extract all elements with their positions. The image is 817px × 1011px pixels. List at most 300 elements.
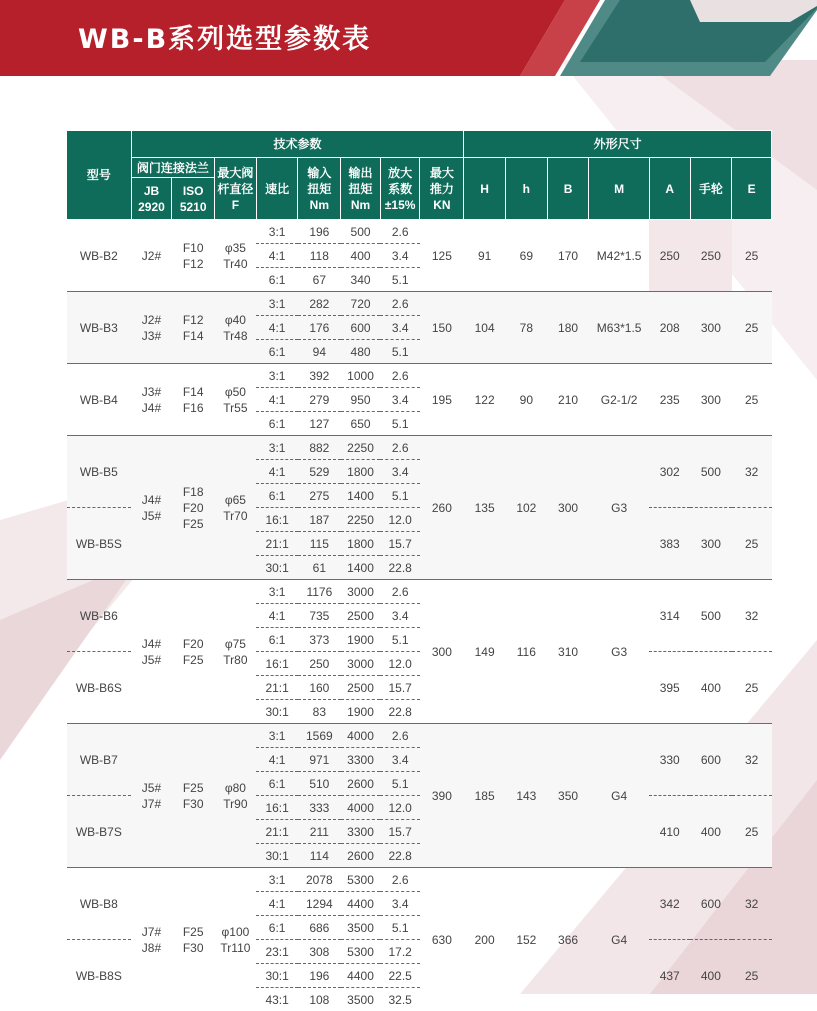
handwheel-size: 300 — [690, 508, 732, 580]
max-stem-diameter — [215, 436, 257, 580]
ratio: 3:1 — [256, 436, 298, 460]
cell-line: J4# — [142, 637, 161, 651]
dim-B: 170 — [547, 220, 589, 292]
input-torque: 127 — [298, 412, 341, 436]
ratio: 21:1 — [256, 676, 298, 700]
table-row — [67, 868, 772, 892]
ratio: 6:1 — [256, 484, 298, 508]
ratio: 6:1 — [256, 916, 298, 940]
cell-line: φ50 — [225, 385, 246, 399]
flange-header: 阀门连接法兰 — [131, 158, 214, 178]
cell-line: J8# — [142, 941, 161, 955]
cell-line: F30 — [183, 797, 204, 811]
max-thrust: 260 — [420, 436, 464, 580]
input-torque: 61 — [298, 556, 341, 580]
handwheel-size: 250 — [690, 220, 732, 292]
amplification: 22.8 — [380, 700, 420, 724]
table-header — [67, 131, 772, 220]
cell-line: F14 — [183, 385, 204, 399]
dim-E: 32 — [732, 436, 772, 508]
amplification-header: 放大 系数 ±15% — [380, 158, 420, 220]
output-torque: 600 — [341, 316, 381, 340]
output-torque: 2500 — [341, 604, 381, 628]
tech-params-header: 技术参数 — [131, 131, 464, 158]
max-stem-diameter — [215, 220, 257, 292]
dim-M: G3 — [589, 436, 649, 580]
input-torque: 1569 — [298, 724, 341, 748]
cell-line: F16 — [183, 401, 204, 415]
cell-line: φ35 — [225, 241, 246, 255]
dim-H: 91 — [464, 220, 506, 292]
input-torque: 333 — [298, 796, 341, 820]
model-name: WB-B7 — [67, 724, 132, 796]
jb-flange — [131, 580, 172, 724]
input-torque: 735 — [298, 604, 341, 628]
cell-line: J2# — [142, 313, 161, 327]
amplification: 2.6 — [380, 292, 420, 316]
cell-line: Tr55 — [223, 401, 247, 415]
ratio: 30:1 — [256, 700, 298, 724]
dim-B: 366 — [547, 868, 589, 1011]
output-torque: 2500 — [341, 676, 381, 700]
dim-M: G4 — [589, 724, 649, 868]
table-row — [67, 220, 772, 244]
max-stem-diameter — [215, 724, 257, 868]
ratio: 3:1 — [256, 364, 298, 388]
dim-B: 180 — [547, 292, 589, 364]
input-torque: 510 — [298, 772, 341, 796]
model-name: WB-B3 — [67, 292, 132, 364]
model-name: WB-B7S — [67, 796, 132, 868]
max-thrust: 195 — [420, 364, 464, 436]
output-torque: 500 — [341, 220, 381, 244]
ratio: 30:1 — [256, 844, 298, 868]
amplification: 15.7 — [380, 532, 420, 556]
cell-line: φ65 — [225, 493, 246, 507]
output-torque: 5300 — [341, 940, 381, 964]
dim-B: 350 — [547, 724, 589, 868]
amplification: 5.1 — [380, 412, 420, 436]
dim-H: 149 — [464, 580, 506, 724]
input-torque: 196 — [298, 220, 341, 244]
model-name: WB-B8 — [67, 868, 132, 940]
ratio: 30:1 — [256, 556, 298, 580]
cell-line: Tr90 — [223, 797, 247, 811]
cell-line: Tr80 — [223, 653, 247, 667]
input-torque: 67 — [298, 268, 341, 292]
output-torque: 3300 — [341, 748, 381, 772]
table-row — [67, 724, 772, 748]
handwheel-size: 500 — [690, 580, 732, 652]
dim-E: 32 — [732, 868, 772, 940]
output-torque: 4400 — [341, 892, 381, 916]
A-header: A — [649, 158, 690, 220]
output-torque: 3000 — [341, 580, 381, 604]
dim-h: 78 — [505, 292, 547, 364]
output-torque: 1900 — [341, 700, 381, 724]
cell-line: F20 — [183, 501, 204, 515]
dim-H: 104 — [464, 292, 506, 364]
outline-dims-header: 外形尺寸 — [464, 131, 772, 158]
amplification: 3.4 — [380, 316, 420, 340]
amplification: 5.1 — [380, 772, 420, 796]
amplification: 17.2 — [380, 940, 420, 964]
table-body — [67, 220, 772, 1011]
ratio: 4:1 — [256, 748, 298, 772]
ratio: 4:1 — [256, 388, 298, 412]
jb-flange — [131, 220, 172, 292]
dim-A: 250 — [649, 220, 690, 292]
output-torque-header: 输出 扭矩 Nm — [341, 158, 381, 220]
amplification: 2.6 — [380, 364, 420, 388]
input-torque: 196 — [298, 964, 341, 988]
ratio: 30:1 — [256, 964, 298, 988]
model-name: WB-B5 — [67, 436, 132, 508]
handwheel-size: 400 — [690, 940, 732, 1011]
ratio: 3:1 — [256, 580, 298, 604]
cell-line: F25 — [183, 653, 204, 667]
page-title: WB-B系列选型参数表 — [78, 17, 371, 56]
iso-flange — [172, 364, 215, 436]
iso-flange — [172, 292, 215, 364]
ratio: 23:1 — [256, 940, 298, 964]
ratio: 4:1 — [256, 604, 298, 628]
dim-H: 122 — [464, 364, 506, 436]
cell-line: F14 — [183, 329, 204, 343]
amplification: 3.4 — [380, 244, 420, 268]
H-header: H — [464, 158, 506, 220]
input-torque: 279 — [298, 388, 341, 412]
ratio: 6:1 — [256, 772, 298, 796]
dim-B: 300 — [547, 436, 589, 580]
output-torque: 650 — [341, 412, 381, 436]
dim-M: G2-1/2 — [589, 364, 649, 436]
amplification: 32.5 — [380, 988, 420, 1011]
jb-flange — [131, 364, 172, 436]
dim-H: 135 — [464, 436, 506, 580]
dim-E: 25 — [732, 364, 772, 436]
output-torque: 1000 — [341, 364, 381, 388]
dim-E: 32 — [732, 724, 772, 796]
input-torque: 1176 — [298, 580, 341, 604]
handwheel-size: 400 — [690, 796, 732, 868]
amplification: 22.5 — [380, 964, 420, 988]
output-torque: 3000 — [341, 652, 381, 676]
model-header: 型号 — [67, 131, 132, 220]
output-torque: 3300 — [341, 820, 381, 844]
ratio: 16:1 — [256, 508, 298, 532]
ratio: 6:1 — [256, 628, 298, 652]
output-torque: 5300 — [341, 868, 381, 892]
dim-B: 210 — [547, 364, 589, 436]
model-name: WB-B2 — [67, 220, 132, 292]
input-torque: 2078 — [298, 868, 341, 892]
dim-M: M63*1.5 — [589, 292, 649, 364]
cell-line: Tr70 — [223, 509, 247, 523]
cell-line: φ100 — [222, 925, 250, 939]
amplification: 12.0 — [380, 652, 420, 676]
ratio: 3:1 — [256, 220, 298, 244]
ratio: 3:1 — [256, 724, 298, 748]
ratio: 21:1 — [256, 532, 298, 556]
cell-line: F20 — [183, 637, 204, 651]
h-header: h — [505, 158, 547, 220]
max-stem-diameter — [215, 580, 257, 724]
amplification: 3.4 — [380, 748, 420, 772]
amplification: 2.6 — [380, 724, 420, 748]
output-torque: 1800 — [341, 460, 381, 484]
ratio: 6:1 — [256, 268, 298, 292]
output-torque: 720 — [341, 292, 381, 316]
dim-h: 116 — [505, 580, 547, 724]
jb-flange — [131, 292, 172, 364]
table-row — [67, 292, 772, 316]
cell-line: F25 — [183, 925, 204, 939]
ratio-header: 速比 — [256, 158, 298, 220]
output-torque: 2250 — [341, 508, 381, 532]
dim-A: 383 — [649, 508, 690, 580]
input-torque: 282 — [298, 292, 341, 316]
dim-A: 437 — [649, 940, 690, 1011]
amplification: 2.6 — [380, 868, 420, 892]
dim-h: 102 — [505, 436, 547, 580]
ratio: 6:1 — [256, 340, 298, 364]
model-name: WB-B4 — [67, 364, 132, 436]
input-torque: 686 — [298, 916, 341, 940]
input-torque: 275 — [298, 484, 341, 508]
amplification: 15.7 — [380, 676, 420, 700]
dim-B: 310 — [547, 580, 589, 724]
cell-line: φ75 — [225, 637, 246, 651]
cell-line: φ80 — [225, 781, 246, 795]
cell-line: J4# — [142, 493, 161, 507]
cell-line: Tr40 — [223, 257, 247, 271]
output-torque: 480 — [341, 340, 381, 364]
dim-h: 69 — [505, 220, 547, 292]
dim-M: G4 — [589, 868, 649, 1011]
iso-flange — [172, 580, 215, 724]
dim-E: 25 — [732, 652, 772, 724]
cell-line: F12 — [183, 257, 204, 271]
selection-parameter-table — [66, 130, 772, 1011]
amplification: 12.0 — [380, 508, 420, 532]
amplification: 5.1 — [380, 484, 420, 508]
handwheel-size: 600 — [690, 724, 732, 796]
dim-H: 185 — [464, 724, 506, 868]
cell-line: J3# — [142, 329, 161, 343]
dim-M: M42*1.5 — [589, 220, 649, 292]
dim-h: 152 — [505, 868, 547, 1011]
dim-E: 25 — [732, 292, 772, 364]
amplification: 2.6 — [380, 436, 420, 460]
cell-line: J5# — [142, 653, 161, 667]
amplification: 5.1 — [380, 340, 420, 364]
output-torque: 3500 — [341, 916, 381, 940]
cell-line: J5# — [142, 509, 161, 523]
ratio: 6:1 — [256, 412, 298, 436]
amplification: 3.4 — [380, 892, 420, 916]
ratio: 4:1 — [256, 244, 298, 268]
cell-line: Tr110 — [220, 941, 250, 955]
jb-flange — [131, 868, 172, 1011]
output-torque: 4000 — [341, 724, 381, 748]
input-torque: 373 — [298, 628, 341, 652]
input-torque: 250 — [298, 652, 341, 676]
input-torque: 392 — [298, 364, 341, 388]
max-thrust: 150 — [420, 292, 464, 364]
output-torque: 1900 — [341, 628, 381, 652]
dim-E: 25 — [732, 508, 772, 580]
max-thrust: 300 — [420, 580, 464, 724]
cell-line: J3# — [142, 385, 161, 399]
input-torque: 529 — [298, 460, 341, 484]
output-torque: 3500 — [341, 988, 381, 1011]
cell-line: φ40 — [225, 313, 246, 327]
dim-h: 90 — [505, 364, 547, 436]
input-torque: 882 — [298, 436, 341, 460]
model-name: WB-B8S — [67, 940, 132, 1011]
table-row — [67, 436, 772, 460]
ratio: 16:1 — [256, 652, 298, 676]
model-name: WB-B6 — [67, 580, 132, 652]
dim-A: 330 — [649, 724, 690, 796]
E-header: E — [732, 158, 772, 220]
amplification: 5.1 — [380, 268, 420, 292]
max-thrust: 390 — [420, 724, 464, 868]
max-stem-diameter — [215, 868, 257, 1011]
amplification: 3.4 — [380, 604, 420, 628]
output-torque: 1400 — [341, 484, 381, 508]
input-torque: 176 — [298, 316, 341, 340]
output-torque: 1400 — [341, 556, 381, 580]
input-torque: 108 — [298, 988, 341, 1011]
cell-line: F25 — [183, 517, 204, 531]
ratio: 4:1 — [256, 316, 298, 340]
iso-flange — [172, 868, 215, 1011]
ratio: 4:1 — [256, 892, 298, 916]
input-torque: 971 — [298, 748, 341, 772]
amplification: 3.4 — [380, 460, 420, 484]
cell-line: F25 — [183, 781, 204, 795]
output-torque: 1800 — [341, 532, 381, 556]
max-thrust: 630 — [420, 868, 464, 1011]
B-header: B — [547, 158, 589, 220]
input-torque: 1294 — [298, 892, 341, 916]
iso-flange — [172, 436, 215, 580]
max-stem-diameter — [215, 292, 257, 364]
cell-line: F10 — [183, 241, 204, 255]
ratio: 3:1 — [256, 292, 298, 316]
input-torque-header: 输入 扭矩 Nm — [298, 158, 341, 220]
cell-line: J4# — [142, 401, 161, 415]
output-torque: 4400 — [341, 964, 381, 988]
handwheel-size: 600 — [690, 868, 732, 940]
input-torque: 114 — [298, 844, 341, 868]
dim-H: 200 — [464, 868, 506, 1011]
ratio: 43:1 — [256, 988, 298, 1011]
input-torque: 83 — [298, 700, 341, 724]
handwheel-size: 400 — [690, 652, 732, 724]
ratio: 4:1 — [256, 460, 298, 484]
dim-A: 410 — [649, 796, 690, 868]
amplification: 15.7 — [380, 820, 420, 844]
amplification: 2.6 — [380, 220, 420, 244]
stem-header: 最大阀 杆直径 F — [215, 158, 257, 220]
output-torque: 4000 — [341, 796, 381, 820]
dim-A: 302 — [649, 436, 690, 508]
max-thrust-header: 最大 推力 KN — [420, 158, 464, 220]
model-name: WB-B5S — [67, 508, 132, 580]
dim-E: 25 — [732, 796, 772, 868]
input-torque: 115 — [298, 532, 341, 556]
cell-line: J7# — [142, 797, 161, 811]
handwheel-header: 手轮 — [690, 158, 732, 220]
ratio: 21:1 — [256, 820, 298, 844]
iso5210-header: ISO 5210 — [172, 178, 215, 220]
table-row — [67, 364, 772, 388]
table-row — [67, 580, 772, 604]
output-torque: 2250 — [341, 436, 381, 460]
input-torque: 94 — [298, 340, 341, 364]
amplification: 2.6 — [380, 580, 420, 604]
max-stem-diameter — [215, 364, 257, 436]
amplification: 5.1 — [380, 628, 420, 652]
cell-line: F18 — [183, 485, 204, 499]
cell-line: Tr48 — [223, 329, 247, 343]
input-torque: 211 — [298, 820, 341, 844]
amplification: 22.8 — [380, 556, 420, 580]
handwheel-size: 300 — [690, 292, 732, 364]
output-torque: 340 — [341, 268, 381, 292]
iso-flange — [172, 220, 215, 292]
dim-M: G3 — [589, 580, 649, 724]
dim-E: 25 — [732, 940, 772, 1011]
cell-line: J5# — [142, 781, 161, 795]
cell-line: F30 — [183, 941, 204, 955]
max-thrust: 125 — [420, 220, 464, 292]
dim-E: 32 — [732, 580, 772, 652]
amplification: 5.1 — [380, 916, 420, 940]
cell-line: J7# — [142, 925, 161, 939]
ratio: 16:1 — [256, 796, 298, 820]
dim-E: 25 — [732, 220, 772, 292]
handwheel-size: 300 — [690, 364, 732, 436]
model-name: WB-B6S — [67, 652, 132, 724]
amplification: 22.8 — [380, 844, 420, 868]
ratio: 3:1 — [256, 868, 298, 892]
output-torque: 2600 — [341, 844, 381, 868]
M-header: M — [589, 158, 649, 220]
amplification: 12.0 — [380, 796, 420, 820]
input-torque: 118 — [298, 244, 341, 268]
handwheel-size: 500 — [690, 436, 732, 508]
jb-flange — [131, 724, 172, 868]
cell-line: J2# — [142, 249, 161, 263]
jb-flange — [131, 436, 172, 580]
output-torque: 2600 — [341, 772, 381, 796]
output-torque: 950 — [341, 388, 381, 412]
jb2920-header: JB 2920 — [131, 178, 172, 220]
dim-A: 395 — [649, 652, 690, 724]
dim-A: 208 — [649, 292, 690, 364]
input-torque: 160 — [298, 676, 341, 700]
input-torque: 308 — [298, 940, 341, 964]
cell-line: F12 — [183, 313, 204, 327]
output-torque: 400 — [341, 244, 381, 268]
dim-A: 235 — [649, 364, 690, 436]
input-torque: 187 — [298, 508, 341, 532]
amplification: 3.4 — [380, 388, 420, 412]
